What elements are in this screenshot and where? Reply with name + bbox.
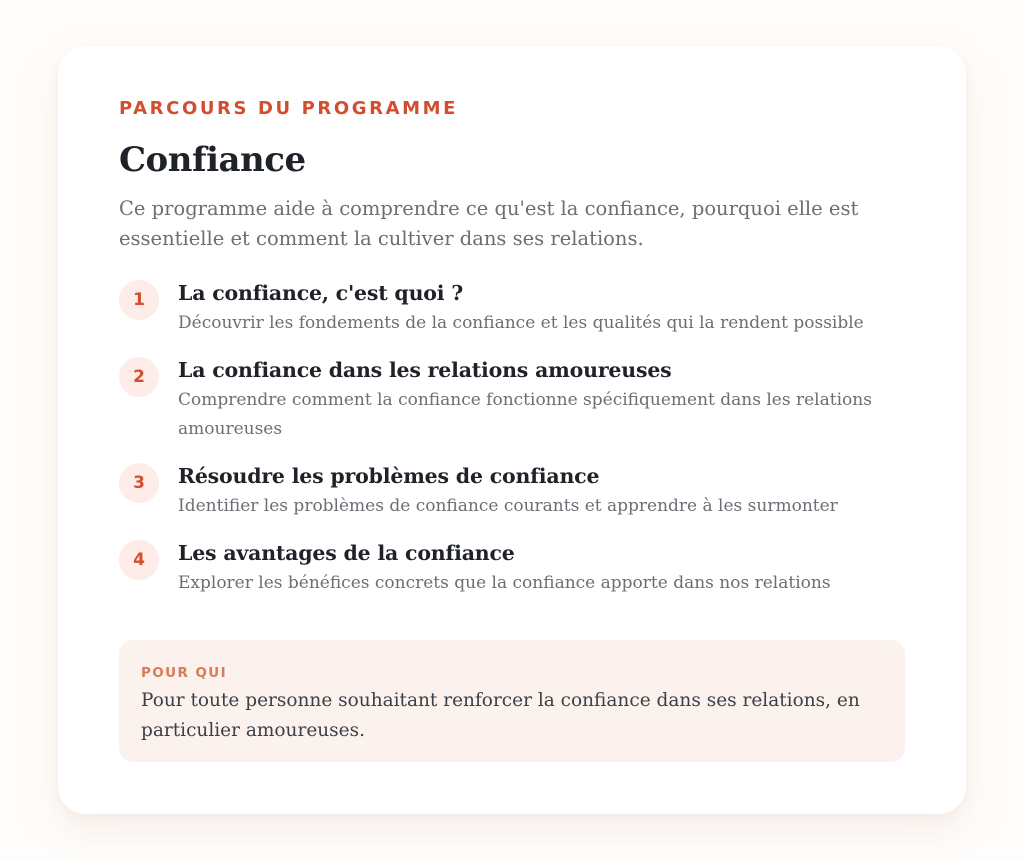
program-steps-list — [119, 278, 905, 598]
step-body — [178, 461, 905, 521]
program-title: Confiance — [119, 140, 306, 180]
step-number-badge: 3 — [119, 463, 159, 503]
step-description: Comprendre comment la confiance fonctionne spécifiquement dans les relations amoureuses — [178, 390, 872, 439]
audience-panel — [119, 640, 905, 762]
step-description: Explorer les bénéfices concrets que la confiance apporte dans nos relations — [178, 573, 831, 593]
step-body — [178, 355, 905, 444]
program-intro: Ce programme aide à comprendre ce qu'est la confiance, pourquoi elle est essentielle et comment la cultiver dans ses relations. — [119, 197, 859, 250]
step-number-badge: 1 — [119, 280, 159, 320]
step-description: Identifier les problèmes de confiance courants et apprendre à les surmonter — [178, 496, 838, 516]
step-number-badge: 4 — [119, 540, 159, 580]
program-step-2 — [119, 355, 905, 444]
step-title: Les avantages de la confiance — [178, 541, 515, 565]
step-description: Découvrir les fondements de la confiance et les qualités qui la rendent possible — [178, 313, 864, 333]
program-step-3 — [119, 461, 905, 521]
step-title: Résoudre les problèmes de confiance — [178, 464, 600, 488]
program-step-1 — [119, 278, 905, 338]
step-body — [178, 278, 905, 338]
step-number-badge: 2 — [119, 357, 159, 397]
step-title: La confiance, c'est quoi ? — [178, 281, 464, 305]
step-body — [178, 538, 905, 598]
section-eyebrow: PARCOURS DU PROGRAMME — [119, 98, 459, 119]
audience-text: Pour toute personne souhaitant renforcer la confiance dans ses relations, en particulier amoureuses. — [141, 690, 860, 741]
audience-label: POUR QUI — [141, 665, 228, 681]
program-card — [58, 46, 966, 814]
program-step-4 — [119, 538, 905, 598]
step-title: La confiance dans les relations amoureuses — [178, 358, 672, 382]
